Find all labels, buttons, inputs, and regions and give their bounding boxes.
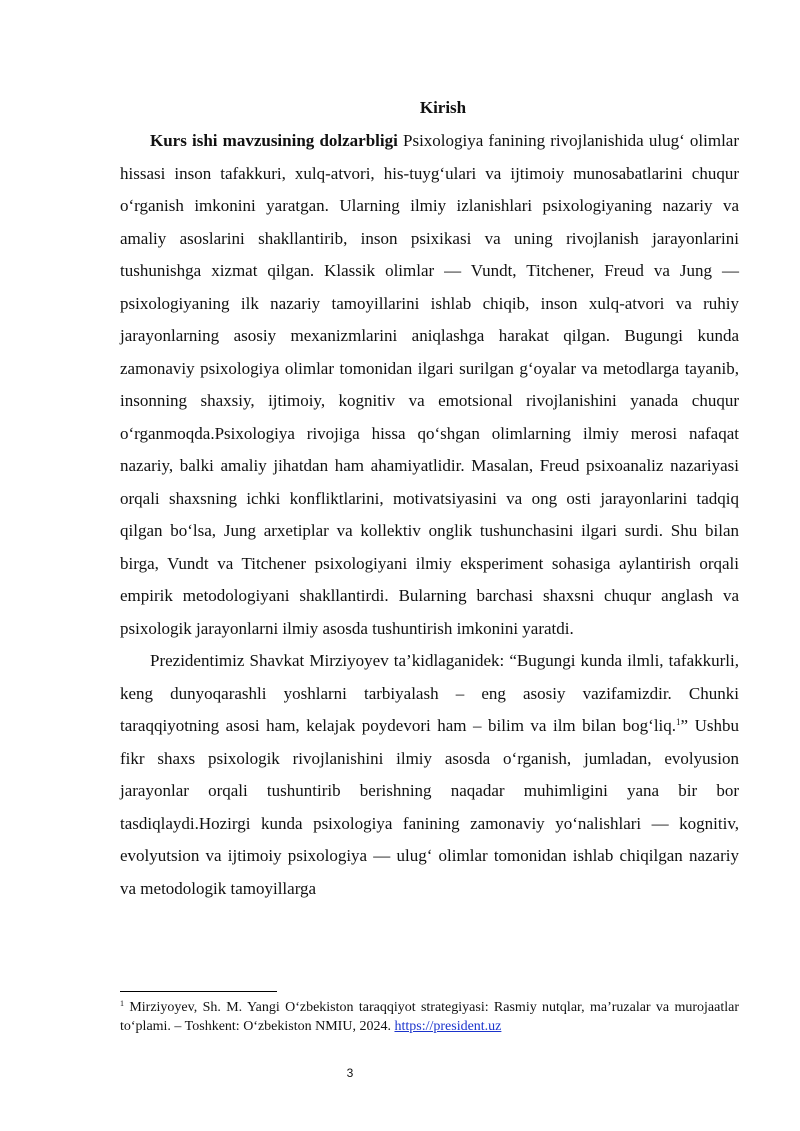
footnote-mark: 1 xyxy=(120,999,124,1008)
paragraph-president-quote xyxy=(120,645,739,905)
body-text xyxy=(120,125,739,905)
paragraph-lead: Kurs ishi mavzusining dolzarbligi xyxy=(150,131,398,150)
footnote-reference[interactable]: 1 xyxy=(676,717,681,727)
page-number: 3 xyxy=(346,1066,354,1080)
footnote-text: Mirziyoyev, Sh. M. Yangi O‘zbekiston taraqqiyot strategiyasi: Rasmiy nutqlar, ma’ruzalar va murojaatlar to‘plami. – Toshkent: O‘zbekiston NMIU, 2024. xyxy=(120,1000,739,1034)
quote-continuation: ” Ushbu fikr shaxs psixologik rivojlanishini ilmiy asosda o‘rganish, jumladan, evolyusion jarayonlar orqali tushuntirib berishning naqadar muhimligini yana bir bor tasdiqlaydi.Hozirgi kunda psixologiya fanining zamonaviy yo‘nalishlari — kognitiv, evolyutsion va ijtimoiy psixologiya — ulug‘ olimlar tomonidan ishlab chiqilgan nazariy va metodologik tamoyillarga xyxy=(120,716,739,898)
paragraph-text: Psixologiya fanining rivojlanishida ulug‘ olimlar hissasi inson tafakkuri, xulq-atvori, his-tuyg‘ulari va ijtimoiy munosabatlarini chuqur o‘rganish imkonini yaratgan. Ularning ilmiy izlanishlari psixologiyaning nazariy va amaliy asoslarini shakllantirib, inson psixikasi va uning rivojlanish jarayonlarini tushunishga xizmat qilgan. Klassik olimlar — Vundt, Titchener, Freud va Jung — psixologiyaning ilk nazariy tamoyillarini ishlab chiqib, inson xulq-atvori va ruhiy jarayonlarning asosiy mexanizmlarini aniqlashga harakat qilgan. Bugungi kunda zamonaviy psixologiya olimlar tomonidan ilgari surilgan g‘oyalar va metodlarga tayanib, insonning shaxsiy, ijtimoiy, kognitiv va emotsional rivojlanishini yanada chuqur o‘rganmoqda.Psixologiya rivojiga hissa qo‘shgan olimlarning ilmiy merosi nafaqat nazariy, balki amaliy jihatdan ham ahamiyatlidir. Masalan, Freud psixoanaliz nazariyasi orqali shaxsning ichki konfliktlarini, motivatsiyasini va ong osti jarayonlarini tadqiq qilgan bo‘lsa, Jung arxetiplar va kollektiv onglik tushunchasini ilgari surdi. Shu bilan birga, Vundt va Titchener psixologiyani ilmiy eksperiment sohasiga aylantirish orqali empirik metodologiyani shakllantirdi. Bularning barchasi shaxsni chuqur anglash va psixologik jarayonlarni ilmiy asosda tushuntirish imkonini yaratdi. xyxy=(120,131,740,638)
section-heading: Kirish xyxy=(419,98,467,117)
footnote xyxy=(120,998,739,1036)
paragraph-relevance xyxy=(120,125,739,645)
footnote-link[interactable]: https://president.uz xyxy=(394,1019,502,1034)
quote-text: Prezidentimiz Shavkat Mirziyoyev ta’kidlaganidek: “Bugungi kunda ilmli, tafakkurli, keng dunyoqarashli yoshlarni tarbiyalash – eng asosiy vazifamizdir. Chunki taraqqiyotning asosi ham, kelajak poydevori ham – bilim va ilm bilan bog‘liq. xyxy=(120,651,739,735)
footnote-separator xyxy=(120,991,277,992)
